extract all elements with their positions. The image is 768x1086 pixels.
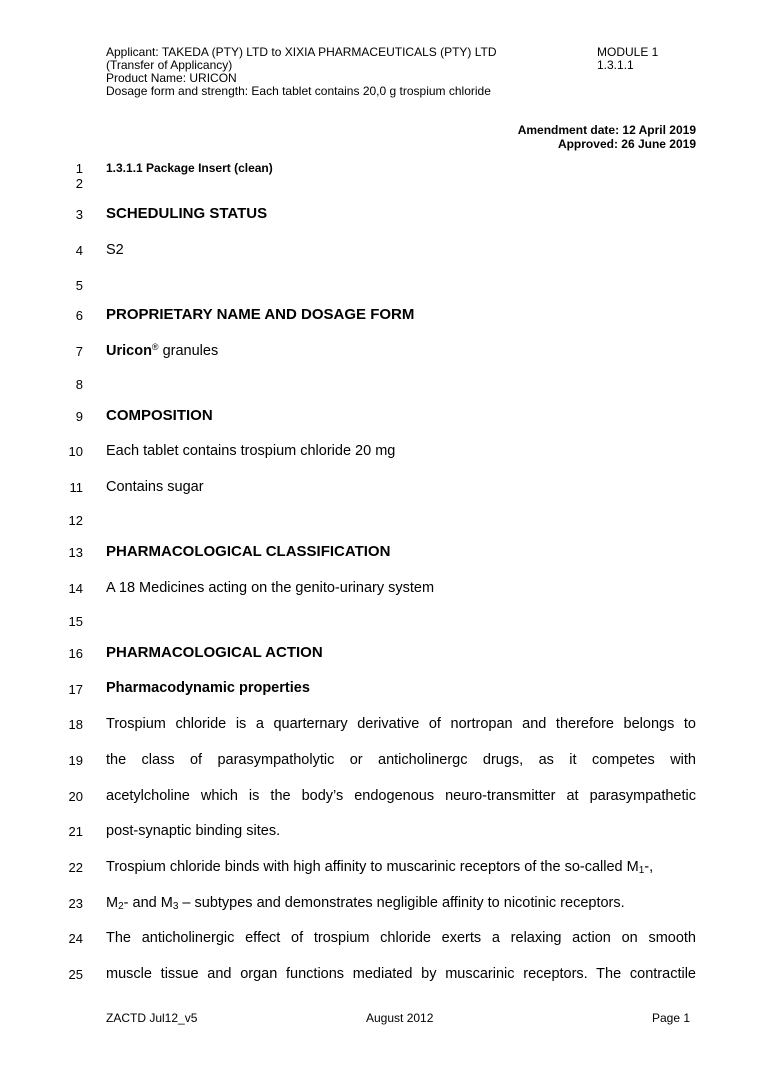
body-line: The anticholinergic effect of trospium chloride exerts a relaxing action on smooth [106, 930, 696, 946]
line-number: 23 [68, 896, 83, 911]
classification-line: A 18 Medicines acting on the genito-urinary system [106, 580, 435, 596]
line-number: 18 [68, 717, 83, 732]
line-number: 4 [75, 243, 83, 258]
line-number: 6 [75, 308, 83, 323]
amendment-block [518, 123, 696, 151]
line-number: 19 [68, 753, 83, 768]
line-number: 25 [68, 967, 83, 982]
scheduling-heading: SCHEDULING STATUS [106, 205, 268, 222]
body-line [106, 895, 625, 912]
line-number: 21 [68, 824, 83, 839]
registered-mark: ® [151, 342, 159, 352]
line-number: 16 [68, 646, 83, 661]
line-number: 8 [75, 377, 83, 392]
brand-name: Uricon [106, 343, 152, 359]
approved-date: Approved: 26 June 2019 [557, 137, 696, 151]
amendment-date: Amendment date: 12 April 2019 [517, 123, 696, 137]
insert-title: 1.3.1.1 Package Insert (clean) [106, 161, 273, 175]
line-number: 10 [68, 444, 83, 459]
module-header [597, 46, 658, 72]
classification-heading: PHARMACOLOGICAL CLASSIFICATION [106, 543, 391, 560]
line-number: 3 [75, 207, 83, 222]
dosage-form: granules [158, 343, 219, 359]
subscript: 3 [172, 901, 179, 912]
text-run: -, [644, 859, 654, 875]
pharmacodynamic-heading: Pharmacodynamic properties [106, 680, 310, 696]
text-run: Trospium chloride binds with high affinity to muscarinic receptors of the so-called M [106, 859, 639, 875]
body-line: Trospium chloride is a quarternary derivative of nortropan and therefore belongs to [106, 716, 696, 732]
line-number: 12 [68, 513, 83, 528]
header-line: Applicant: TAKEDA (PTY) LTD to XIXIA PHARMACEUTICALS (PTY) LTD [106, 45, 497, 59]
header-line: (Transfer of Applicancy) [106, 58, 233, 72]
module-label: MODULE 1 [597, 45, 659, 59]
line-number: 14 [68, 581, 83, 596]
line-number: 9 [75, 409, 83, 424]
line-number: 17 [68, 682, 83, 697]
applicant-header [106, 46, 497, 98]
line-number: 11 [69, 480, 83, 495]
body-line [106, 859, 653, 876]
line-number: 2 [75, 176, 83, 191]
header-line: Product Name: URICON [106, 71, 237, 85]
header-line: Dosage form and strength: Each tablet contains 20,0 g trospium chloride [106, 84, 491, 98]
module-section: 1.3.1.1 [597, 58, 634, 72]
schedule-value: S2 [106, 242, 124, 258]
body-line: muscle tissue and organ functions mediated by muscarinic receptors. The contractile [106, 966, 696, 982]
subscript: 2 [118, 901, 124, 912]
proprietary-heading: PROPRIETARY NAME AND DOSAGE FORM [106, 306, 415, 323]
body-line: the class of parasympatholytic or anticholinergc drugs, as it competes with [106, 752, 696, 768]
line-number: 24 [68, 931, 83, 946]
body-line: post-synaptic binding sites. [106, 823, 281, 839]
text-run: - and M [123, 895, 173, 911]
line-number: 20 [68, 789, 83, 804]
text-run: – subtypes and demonstrates negligible affinity to nicotinic receptors. [178, 895, 625, 911]
footer-code: ZACTD Jul12_v5 [106, 1011, 198, 1025]
text-run: M [106, 895, 119, 911]
line-number: 7 [75, 344, 83, 359]
footer-date: August 2012 [366, 1011, 434, 1025]
sugar-line: Contains sugar [106, 479, 204, 495]
line-number: 22 [68, 860, 83, 875]
line-number: 15 [68, 614, 83, 629]
line-number: 5 [75, 278, 83, 293]
composition-line: Each tablet contains trospium chloride 20 mg [106, 443, 396, 459]
line-number: 13 [68, 545, 83, 560]
subscript: 1 [638, 865, 645, 876]
brand-line [106, 342, 218, 359]
action-heading: PHARMACOLOGICAL ACTION [106, 644, 323, 661]
composition-heading: COMPOSITION [106, 407, 213, 424]
footer-page: Page 1 [652, 1011, 691, 1025]
line-number: 1 [75, 161, 83, 176]
body-line: acetylcholine which is the body’s endogenous neuro-transmitter at parasympathetic [106, 788, 696, 804]
